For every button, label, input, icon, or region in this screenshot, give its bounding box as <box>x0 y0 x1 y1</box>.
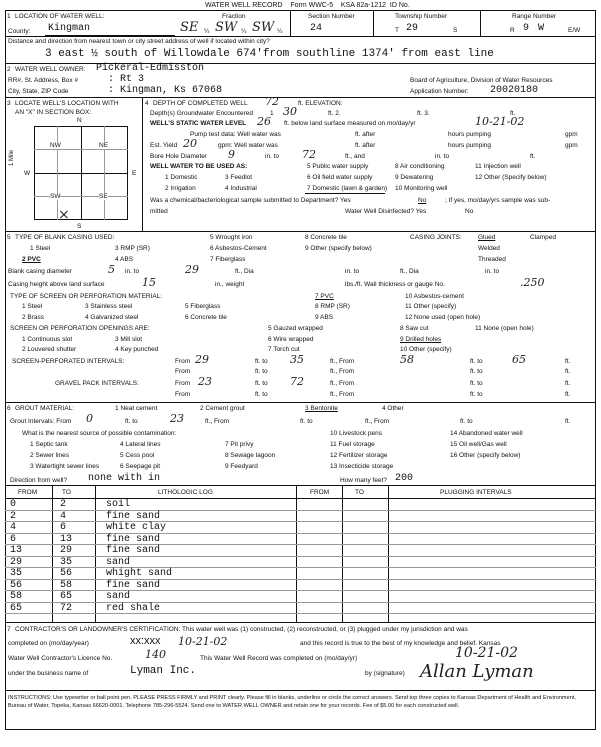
log-cell: 2 <box>60 499 67 510</box>
chem-rest: ; If yes, mo/day/yrs sample was sub- <box>445 197 551 204</box>
pump-label: Pump test data: Well water was <box>190 131 281 138</box>
gw-ft2: ft. 2. <box>328 110 341 117</box>
spi1-to: 35 <box>290 353 304 366</box>
spi1-from: 29 <box>195 353 209 366</box>
diam-in: in. to <box>125 268 140 275</box>
howmany-value: 200 <box>395 473 414 484</box>
casing-1: 1 Steel <box>30 245 51 252</box>
spi-ft-to-1: ft. to <box>255 358 268 365</box>
gw1-value: 30 <box>283 105 297 118</box>
log-cell: fine sand <box>106 533 161 545</box>
log-cell: 0 <box>10 499 17 510</box>
spi-label: SCREEN-PERFORATED INTERVALS: <box>12 358 125 365</box>
casing-4: 4 ABS <box>115 256 134 263</box>
casing-joints: CASING JOINTS: <box>410 234 462 241</box>
gp-ft-to-4: ft. to <box>470 391 483 398</box>
bore-in2: in. to <box>435 153 450 160</box>
use-7: 7 Domestic (lawn & garden) <box>307 185 388 192</box>
screen-8: 8 RMP (SR) <box>315 303 350 310</box>
grout-label: GROUT MATERIAL: <box>15 405 74 412</box>
est-rest: gpm: Well water was <box>218 142 278 149</box>
log-cell: 72 <box>60 602 73 614</box>
completed-rest: and this record is true to the best of my knowledge and belief. Kansas <box>300 640 501 647</box>
log-cell: 35 <box>10 568 23 579</box>
casing-clamped: Clamped <box>530 234 557 241</box>
contam-6: 6 Seepage pit <box>120 463 161 470</box>
fraction-label: Fraction <box>222 13 246 20</box>
diam-ft: ft., Dia <box>235 268 254 275</box>
opening-8: 8 Saw cut <box>400 325 429 332</box>
row-divider <box>5 556 596 557</box>
row-divider <box>5 533 596 534</box>
contam-7: 7 Pit privy <box>225 441 254 448</box>
chem-no: No <box>418 197 427 204</box>
howmany-label: How many feet? <box>340 477 387 484</box>
gp-ft-from-1: ft., From <box>330 380 355 387</box>
log-cell: 4 <box>10 522 17 533</box>
township-t: T <box>395 27 399 34</box>
log-cell: 35 <box>60 556 73 568</box>
grout-3: 3 Bentonite <box>305 405 338 412</box>
diam-ft2: ft., Dia <box>400 268 419 275</box>
casing-3: 3 RMP (SR) <box>115 245 150 252</box>
casing-threaded: Threaded <box>478 256 506 263</box>
hours-pumping-2: hours pumping <box>448 142 491 149</box>
gi-ft-to: ft. to <box>125 418 138 425</box>
gp-label: GRAVEL PACK INTERVALS: <box>55 380 139 387</box>
log-header-litho: LITHOLOGIC LOG <box>158 489 213 496</box>
log-cell: fine sand <box>106 545 161 556</box>
gi-to: 23 <box>170 412 184 425</box>
location-label: LOCATION OF WATER WELL: <box>15 13 105 20</box>
log-cell: 65 <box>60 591 73 602</box>
completed-value: 10-21-02 <box>178 635 228 648</box>
cert-text: CONTRACTOR'S OR LANDOWNER'S CERTIFICATION: This water well was (1) constructed, (2) reconstructed, or (3) plugged under my jurisdiction and was <box>15 626 468 633</box>
range-w: W <box>538 23 545 34</box>
log-cell: 56 <box>60 568 73 579</box>
business-label: under the business name of <box>8 670 89 677</box>
compass-n: N <box>77 117 82 124</box>
fraction-1: SE <box>180 20 199 35</box>
bore-ft-end: ft. <box>530 153 536 160</box>
bore-label: Bore Hole Diameter <box>150 153 208 160</box>
address-label: RR#, St. Address, Box # <box>8 77 79 84</box>
spi-ft-from-2: ft., From <box>330 368 355 375</box>
casing-6: 6 Asbestos-Cement <box>210 245 267 252</box>
gpm-1: gpm <box>565 131 578 138</box>
use-10: 10 Monitoring well <box>395 185 448 192</box>
disinfected-label: Water Well Disinfected? Yes <box>345 208 427 215</box>
contam-10: 10 Livestock pens <box>330 430 383 437</box>
township-s: S <box>453 27 458 34</box>
log-cell: 2 <box>10 510 17 522</box>
dir-label: Direction from well? <box>10 477 68 484</box>
contam-3: 3 Watertight sewer lines <box>30 463 100 470</box>
contam-label: What is the nearest source of possible contamination: <box>22 430 177 437</box>
distance-value: 3 east ½ south of Willowdale 674'from southline 1374' from east line <box>45 48 494 60</box>
bore-value: 9 <box>228 148 235 161</box>
s3-number: 3 <box>7 100 11 107</box>
quad-sw: SW <box>50 193 61 200</box>
log-header-from2: FROM <box>310 489 330 496</box>
log-cell: 6 <box>10 533 17 545</box>
gi-ft-to-2: ft. to <box>300 418 313 425</box>
opening-3: 3 Mill slot <box>115 336 143 343</box>
casing-welded: Welded <box>478 245 500 252</box>
spi-ft-end-1: ft. <box>565 358 571 365</box>
quad-nw: NW <box>50 142 61 149</box>
log-cell: fine sand <box>106 579 161 591</box>
gw1-num: 1 <box>270 110 274 117</box>
fraction-2: SW <box>215 20 238 35</box>
log-cell: 6 <box>60 522 67 533</box>
diam-to: 29 <box>185 263 199 276</box>
row-divider <box>5 521 596 522</box>
instructions: INSTRUCTIONS: Use typewriter or ball point pen. PLEASE PRESS FIRMLY and PRINT clearly. Please fill in blanks, underline or circle the correct answers. Send top three copies to Kansas Department of Health and Environment, Bureau of Water, Topeka, Kansas 66620-0001. Telephone 785-296-5524. Send one to WATER WELL OWNER and retain one for your records. Fee of $5.00 for each constructed well. <box>8 695 576 709</box>
log-cell: 13 <box>10 545 23 556</box>
height-rest: in., weight <box>215 281 245 288</box>
screen-9: 9 ABS <box>315 314 334 321</box>
opening-6: 6 Wire wrapped <box>268 336 314 343</box>
contam-4: 4 Lateral lines <box>120 441 161 448</box>
screen-5: 5 Fiberglass <box>185 303 221 310</box>
gp-ft-to-2: ft. to <box>470 380 483 387</box>
static-date: 10-21-02 <box>475 115 525 128</box>
s7-number: 7 <box>7 626 11 633</box>
spi-ft-to-2: ft. to <box>470 358 483 365</box>
casing-2: 2 PVC <box>22 256 41 263</box>
row-divider <box>5 590 596 591</box>
spi-ft-end-2: ft. <box>565 368 571 375</box>
opening-2: 2 Louvered shutter <box>22 346 77 353</box>
use-1: 1 Domestic <box>165 174 198 181</box>
gi-rest: ft., From <box>205 418 230 425</box>
screen-11: 11 Other (specify) <box>405 303 457 310</box>
disinfected-no: No <box>465 208 474 215</box>
opening-1: 1 Continuous slot <box>22 336 73 343</box>
casing-9: 9 Other (specify below) <box>305 245 372 252</box>
hours-pumping-1: hours pumping <box>448 131 491 138</box>
distance-label: Distance and direction from nearest town or city street address of well if located within city? <box>8 38 270 45</box>
casing-8: 8 Concrete tile <box>305 234 347 241</box>
use-2: 2 Irrigation <box>165 185 196 192</box>
screen-7: 7 PVC <box>315 293 334 300</box>
opening-4: 4 Key punched <box>115 346 159 353</box>
row-divider <box>5 613 596 614</box>
sig-date: 10-21-02 <box>455 645 518 661</box>
opening-5: 5 Gauzed wrapped <box>268 325 323 332</box>
quarter-1: ¼ <box>204 28 210 35</box>
range-r: R <box>510 27 515 34</box>
screen-10: 10 Asbestos-cement <box>405 293 464 300</box>
compass-w: W <box>24 170 31 177</box>
gi-ft-to-3: ft. to <box>460 418 473 425</box>
gi-rest-2: ft., From <box>365 418 390 425</box>
city-label: City, State, ZIP Code <box>8 88 69 95</box>
range-ew: E/W <box>568 27 581 34</box>
log-header-from: FROM <box>18 489 38 496</box>
range-value: 9 <box>523 23 530 34</box>
board-label: Board of Agriculture, Division of Water Resources <box>410 77 553 84</box>
contam-12: 12 Fertilizer storage <box>330 452 388 459</box>
log-cell: fine sand <box>106 510 161 522</box>
log-cell: 13 <box>60 533 73 545</box>
static-rest: ft. below land surface measured on mo/day/yr <box>284 120 416 127</box>
s4-number: 4 <box>145 100 149 107</box>
bore-rest: ft., and <box>345 153 365 160</box>
gp-from-2: From <box>175 391 191 398</box>
spi2-from: 58 <box>400 353 414 366</box>
mitted-label: mitted <box>150 208 168 215</box>
completed-label: completed on (mo/day/year) <box>8 640 89 647</box>
owner-value: Pickeral-Edmisston <box>96 63 205 74</box>
gi-ft-end: ft. <box>565 418 571 425</box>
use-label: WELL WATER TO BE USED AS: <box>150 163 248 170</box>
pump-rest-2: ft. after <box>355 142 376 149</box>
signature: Allan Lyman <box>420 661 534 682</box>
license-label: Water Well Contractor's Licence No. <box>8 655 113 662</box>
use-3: 3 Feedlot <box>225 174 253 181</box>
fraction-3: SW <box>252 20 275 35</box>
screen-6: 6 Concrete tile <box>185 314 227 321</box>
spi-ft-from-1: ft., From <box>330 358 355 365</box>
s2-number: 2 <box>7 66 11 73</box>
log-cell: red shale <box>106 602 161 614</box>
section-value: 24 <box>310 23 323 34</box>
contam-5: 5 Cess pool <box>120 452 155 459</box>
diam-label: Blank casing diameter <box>8 268 72 275</box>
log-cell: soil <box>106 499 131 510</box>
casing-5: 5 Wrought iron <box>210 234 253 241</box>
log-cell: sand <box>106 556 131 568</box>
county-label: County: <box>8 28 31 35</box>
casing-label: TYPE OF BLANK CASING USED: <box>15 234 115 241</box>
height-label: Casing height above land surface <box>8 281 105 288</box>
diam-value: 5 <box>108 263 115 276</box>
screen-1: 1 Steel <box>22 303 43 310</box>
use-11: 11 Injection well <box>475 163 521 170</box>
township-label: Township Number <box>395 13 448 20</box>
contam-2: 2 Sewer lines <box>30 452 70 459</box>
log-header-plugging: PLUGGING INTERVALS <box>440 489 512 496</box>
spi2-to: 65 <box>512 353 526 366</box>
diam-in2: in. to <box>345 268 360 275</box>
use-12: 12 Other (Specify below) <box>475 174 547 181</box>
compass-s: S <box>77 223 82 230</box>
township-value: 29 <box>406 23 419 34</box>
range-label: Range Number <box>512 13 557 20</box>
log-cell: 56 <box>10 579 23 591</box>
diam-in3: in. to <box>485 268 500 275</box>
use-4: 4 Industrial <box>225 185 257 192</box>
spi-from-1: From <box>175 358 191 365</box>
est-value: 20 <box>183 137 197 150</box>
gp-ft-end-2: ft. <box>565 391 571 398</box>
use-6: 6 Oil field water supply <box>307 174 373 181</box>
gi-from: 0 <box>86 412 93 425</box>
row-divider <box>5 567 596 568</box>
locate-label-2: AN "X" IN SECTION BOX: <box>15 109 92 116</box>
row-divider <box>5 510 596 511</box>
s6-number: 6 <box>7 405 11 412</box>
log-cell: 29 <box>60 545 73 556</box>
contam-15: 15 Oil well/Gas well <box>450 441 507 448</box>
row-divider <box>5 544 596 545</box>
gp-ft-end-1: ft. <box>565 380 571 387</box>
gauge-value: .250 <box>520 276 545 289</box>
grout-2: 2 Cement grout <box>200 405 245 412</box>
static-value: 26 <box>257 115 271 128</box>
mile-label: 1 Mile <box>9 149 16 167</box>
contam-8: 8 Sewage lagoon <box>225 452 276 459</box>
est-label: Est. Yield <box>150 142 178 149</box>
log-cell: 29 <box>10 556 23 568</box>
quarter-3: ¼ <box>277 28 283 35</box>
gi-label: Grout Intervals: From <box>10 418 72 425</box>
completed-strikeout: xx:xxx <box>130 635 161 647</box>
static-label: WELL'S STATIC WATER LEVEL <box>150 120 247 127</box>
gp1-to: 72 <box>290 375 304 388</box>
gpm-2: gpm <box>565 142 578 149</box>
contam-14: 14 Abandoned water well <box>450 430 523 437</box>
contam-13: 13 Insecticide storage <box>330 463 394 470</box>
use-8: 8 Air conditioning <box>395 163 445 170</box>
compass-e: E <box>132 170 137 177</box>
use-5: 5 Public water supply <box>307 163 369 170</box>
bore-in: in. to <box>265 153 280 160</box>
log-cell: 58 <box>10 591 23 602</box>
license-value: 140 <box>145 648 166 661</box>
bore-to: 72 <box>302 148 316 161</box>
screen-label: TYPE OF SCREEN OR PERFORATION MATERIAL: <box>10 293 163 300</box>
spi-ft-to-4: ft. to <box>470 368 483 375</box>
opening-11: 11 None (open hole) <box>475 325 534 332</box>
depth-value: 72 <box>265 95 279 108</box>
screen-12: 12 None used (open hole) <box>405 314 481 321</box>
chem-label: Was a chemical/bacteriological sample submitted to Department? Yes <box>150 197 351 204</box>
section-label: Section Number <box>308 13 355 20</box>
quarter-2: ¼ <box>241 28 247 35</box>
gp-ft-to-3: ft. to <box>255 391 268 398</box>
gp1-from: 23 <box>198 375 212 388</box>
opening-9: 9 Drilled holes <box>400 336 442 343</box>
locate-label: LOCATE WELL'S LOCATION WITH <box>15 100 119 107</box>
screen-2: 2 Brass <box>22 314 45 321</box>
opening-10: 10 Other (specify) <box>400 346 452 353</box>
use-9: 9 Dewatering <box>395 174 434 181</box>
license-rest: This Water Well Record was completed on (mo/day/yr) <box>200 655 358 662</box>
row-divider <box>5 579 596 580</box>
business-value: Lyman Inc. <box>130 665 197 677</box>
log-cell: white clay <box>106 522 167 533</box>
log-header-to2: TO <box>355 489 364 496</box>
owner-label: WATER WELL OWNER: <box>15 66 86 73</box>
gw-label: Depth(s) Groundwater Encountered <box>150 110 253 117</box>
row-divider <box>5 602 596 603</box>
lbs-label: lbs./ft. Wall thickness or gauge No. <box>345 281 445 288</box>
gp-from-1: From <box>175 380 191 387</box>
screen-4: 4 Galvanized steel <box>85 314 139 321</box>
gw-ft3: ft. 3. <box>417 110 430 117</box>
contam-1: 1 Septic tank <box>30 441 68 448</box>
log-header-to: TO <box>62 489 71 496</box>
appnum-value: 20020180 <box>490 85 539 96</box>
log-cell: 65 <box>10 602 23 614</box>
contam-11: 11 Fuel storage <box>330 441 375 448</box>
address-value: : Rt 3 <box>108 74 145 85</box>
by-signature: by (signature) <box>365 670 405 677</box>
grout-4: 4 Other <box>382 405 404 412</box>
gp-ft-to-1: ft. to <box>255 380 268 387</box>
height-value: 15 <box>142 276 156 289</box>
location-x-mark: × <box>58 207 70 223</box>
casing-7: 7 Fiberglass <box>210 256 246 263</box>
city-value: : Kingman, Ks 67068 <box>108 85 223 96</box>
depth-label: DEPTH OF COMPLETED WELL <box>153 100 248 107</box>
spi-from-2: From <box>175 368 191 375</box>
openings-label: SCREEN OR PERFORATION OPENINGS ARE: <box>10 325 150 332</box>
grout-1: 1 Neat cement <box>115 405 158 412</box>
elevation-label: ft. ELEVATION: <box>298 100 343 107</box>
spi-ft-to-3: ft. to <box>255 368 268 375</box>
log-cell: 4 <box>60 510 67 522</box>
log-cell: 58 <box>60 579 73 591</box>
contam-16: 16 Other (specify below) <box>450 452 521 459</box>
log-cell: sand <box>106 591 131 602</box>
screen-3: 3 Stainless steel <box>85 303 133 310</box>
opening-7: 7 Torch cut <box>268 346 300 353</box>
form-title: WATER WELL RECORD Form WWC-5 KSA 82a-1212 ID No. <box>205 2 410 9</box>
quad-se: SE <box>99 193 108 200</box>
s1-number: 1 <box>7 13 11 20</box>
appnum-label: Application Number: <box>410 88 469 95</box>
log-cell: whight sand <box>106 568 173 579</box>
casing-glued: Glued <box>478 234 496 241</box>
gw-ft-end: ft. <box>510 110 516 117</box>
county-value: Kingman <box>48 23 91 34</box>
quad-ne: NE <box>99 142 109 149</box>
pump-rest: ft. after <box>355 131 376 138</box>
s5-number: 5 <box>7 234 11 241</box>
gp-ft-from-2: ft., From <box>330 391 355 398</box>
dir-value: none with in <box>88 473 161 484</box>
contam-9: 9 Feedyard <box>225 463 258 470</box>
